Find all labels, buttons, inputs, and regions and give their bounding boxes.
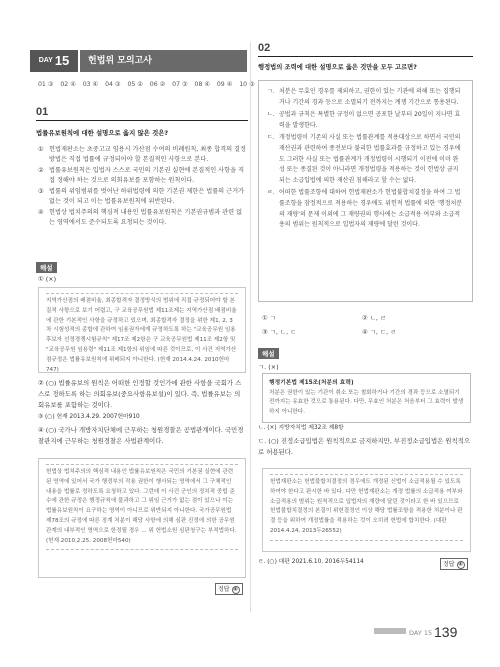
explanation-box [38, 458, 246, 578]
answer-key-item: 05 ② [127, 81, 143, 88]
option-item [38, 145, 246, 165]
answer-tag [440, 558, 468, 570]
option-number: ④ [38, 209, 44, 216]
answer-key-item: 07 ③ [172, 81, 188, 88]
option-item [38, 208, 246, 228]
footer-bar [374, 628, 406, 634]
statement-item [267, 133, 464, 186]
day-number: 15 [54, 53, 70, 68]
answer-label: 정답 [218, 586, 230, 593]
explanation-statement: ㄹ. (○) 대판 2021.6.10. 2016두54114 [258, 559, 364, 565]
option-item: ① ㄱ [262, 314, 276, 322]
explanation-box [38, 287, 246, 373]
option-item [38, 187, 246, 207]
explanation-box-text: 지역가산점의 배점비율, 최종합격자 결정방식의 범위에 직접 규정되어야 할 본질적 사항으로 보기 어렵고, 구 교육공무원법 제11조제는 지역가산점 배점비율에 관한 기본적인 사항을 규정하고 있으며, 최종합격자 결정을 위한 제1, 2, 3차 시험성적의 종합에 관하여 임용권자에게 규정하도록 하는 "교육공무원 임용후보자 선정경쟁시험규칙" 제17조 제2항은 구 교육공무원법 제11조 제2항 및 "교육공무원 임용령" 제11조 제1항의 위임에 따른 것이므로, 이 사건 지역가산점규정은 법률유보원칙에 위배되지 아니한다. (헌재 2014.4.24. 2010헌마747) [46, 293, 238, 373]
statement-number: ㄴ. [267, 111, 275, 119]
explanation-box [262, 468, 471, 552]
answer-key-item: 09 ④ [216, 81, 233, 88]
explanation-statement: ㄱ. (×) [258, 363, 279, 371]
explanation-statement: ㄷ. (○) 진정소급입법은 원칙적으로 금지하지만, 부진정소급입법은 원칙적으로 허용된다. [258, 437, 471, 456]
option-list [38, 145, 246, 229]
answer-label: 정답 [443, 561, 455, 568]
answer-key-item: 06 ② [149, 81, 166, 88]
statement-number: ㄷ. [267, 134, 275, 142]
answer-key-item: 02 ④ [60, 81, 76, 88]
day-prefix: DAY [38, 57, 53, 64]
option-number: ③ [38, 188, 44, 195]
explanation-statement: ④ (○) 국가나 개방자치단체에 근무하는 청원경찰은 공법관계이다. 국민경찰관지에 근무하는 청원경찰은 사법관계이다. [38, 426, 244, 445]
answer-key-item: 03 ④ [82, 81, 99, 88]
question-number: 01 [36, 106, 49, 118]
answer-value: ④ [233, 587, 238, 593]
statement-box [258, 80, 473, 302]
option-number: ② [38, 167, 44, 174]
option-text: 헌법재판소는 초중고교 임용시 가산점 수여의 비례원칙, 최종 합격의 결정방법은 직접 법률에 규정되어야 할 본질적인 사항으로 본다. [49, 146, 247, 163]
statement-text: 처분은 무효인 경우를 제외하고, 권한이 있는 기관에 의해 또는 집행되거나 기간의 경과 등으로 소멸되기 전까지는 계쟁 기간으로 통용된다. [279, 88, 461, 106]
explanation-statement: ② (○) 법률유보의 원칙은 어떠한 인정할 것인가에 관한 사항을 국회가 스스로 정하도록 하는 의회유보(중요사항유보설)이 있다. 즉, 법률유보는 의회유보를 포함하는 것이다. [38, 379, 242, 409]
explanation-box-text: 헌법재판소는 헌법불합치결정의 경우에도 개정된 신법이 소급적용될 수 있도록 하여야 한다고 판시한 바 있다. 다만 헌법재판소는 개정 법률의 소급적용 여부와 소급적용의 범위는 원칙적으로 입법자의 재량에 달린 것이라고 한 바 있으므로 헌법불합치결정의 본질이 위헌결정인 이상 해당 법률조항을 적용한 처분이나 판결 등을 위하여 개정법률을 적용하는 것이 오히려 헌법에 합치한다. (대판 2014.4.24, 2013두26552) [270, 474, 463, 541]
option-item: ③ ㄱ, ㄴ, ㄷ [262, 328, 297, 336]
answer-key-item: 04 ③ [105, 81, 121, 88]
statement-text: 어떠한 법률조항에 대하여 헌법재판소가 헌법불합치결정을 하여 그 법률조항을 잠정적으로 적용하는 경우에도 위헌적 법률에 의한 '행정처분의 재량'의 문제 이외에 그 재량권의 행사에는 소급적용 여부와 소급적용의 범위는 원칙적으로 입법자의 재량에 달린 것이다. [279, 189, 463, 229]
option-list [262, 311, 472, 339]
question-number: 02 [258, 42, 271, 54]
law-text: 처분은 권한이 있는 기관이 취소 또는 철회하거나 기간의 경과 등으로 소멸되기 전까지는 유효한 것으로 통용된다. 다만, 무효인 처분은 처음부터 그 효력이 발생하지 아니한다. [269, 389, 464, 415]
answer-key-item: 01 ③ [38, 81, 54, 88]
option-text: 법률의 위임범위를 벗어난 하위법령에 의한 기본권 제한은 법률의 근거가 없는 것이 되고 이는 법률유보원칙에 위반된다. [49, 188, 245, 205]
explanation-statement: ③ (○) 헌재 2013.4.29. 2007헌마910 [38, 414, 140, 420]
statement-number: ㄹ. [267, 189, 275, 197]
explanation-statement: ① (×) [38, 275, 57, 283]
explanation-label: 해설 [36, 262, 57, 273]
option-text: 법률유보원칙은 입법자 스스로 국민의 기본권 실현에 본질적인 사항을 직접 정해야 하는 것으로 의회유보를 포함하는 원칙이다. [49, 167, 245, 184]
statement-item [267, 188, 464, 230]
page-number: 139 [434, 624, 458, 640]
statement-text: 공법과 규칙은 특별한 규정이 없으면 공포한 날부터 20일이 지나면 효력을 발생한다. [279, 111, 461, 129]
day-badge [30, 50, 78, 72]
option-item: ② ㄴ, ㄹ [362, 314, 387, 322]
question-rule [36, 120, 248, 121]
option-item: ④ ㄱ, ㄷ, ㄹ [362, 328, 397, 336]
unit-title: 헌법위 모의고사 [80, 50, 247, 72]
answer-value: ④ [458, 562, 463, 568]
statement-item [267, 110, 464, 131]
question-text: 법률유보원칙에 대한 설명으로 옳지 않은 것은? [36, 129, 169, 137]
question-text: 행정법의 조력에 대한 설명으로 옳은 것만을 모두 고르면? [258, 64, 417, 71]
footer-day-label: DAY 15 [409, 629, 433, 637]
answer-key [38, 81, 255, 88]
law-title: 행정기본법 제15조(처분의 효력) [269, 380, 354, 386]
explanation-box-text: 헌법상 법치주의의 핵심적 내용인 법률유보원칙은 국민의 기본권 실현에 관련된 영역에 있어서 국가 행정부의 작용 권한이 행사되는 영역에서 그 구체적인 내용을 법률로 정하도록 요청하고 있다. 그런데 이 사건 군인의 정치적 중립 준수에 관한 규정은 행정규칙에 불과하고 그 위임 근거가 없는 점이 있으나 이는 법률유보원칙이 요구하는 영역이 아니므로 위반되지 아니한다. 국가공무원법 제78조의 규정에 따른 징계 처분이 해당 사항에 의해 심판 진정에 의한 공무원 관계의 내부적인 영역으로 한정될 경우 ... 위 헌법소원 심판청구는 부적법하다. (헌재 2010.2.25. 2008헌마540) [46, 464, 238, 550]
column-divider [250, 42, 251, 612]
explanation-statement: ㄴ. (×) 지방자치법 제32조 제8항 [258, 425, 344, 431]
question-rule [258, 56, 473, 57]
option-item [38, 166, 246, 186]
law-box [262, 373, 471, 423]
answer-key-item: 10 ③ [239, 81, 255, 88]
option-number: ① [38, 146, 44, 153]
statement-text: 개정법령이 기존의 사실 또는 법률관계를 적용대상으로 하면서 국민의 재산권과 관련하여 종전보다 불리한 법률효과를 규정하고 있는 경우에도 그러한 사실 또는 법률관계가 개정법령이 시행되기 이전에 이미 완성 또는 종결된 것이 아니라면 개정법령을 적용하는 것이 헌법상 금지되는 소급입법에 의한 재산권 침해라고 할 수는 없다. [279, 134, 461, 184]
answer-tag [215, 583, 243, 595]
statement-number: ㄱ. [267, 88, 275, 95]
statement-item [267, 87, 464, 108]
answer-key-item: 08 ④ [194, 81, 210, 88]
explanation-label: 해설 [258, 348, 279, 359]
option-text: 헌법상 법치주의의 핵심적 내용인 법률유보원칙은 기본권규범과 관련 없는 영역에서도 준수되도록 요청되는 것이다. [49, 209, 243, 226]
